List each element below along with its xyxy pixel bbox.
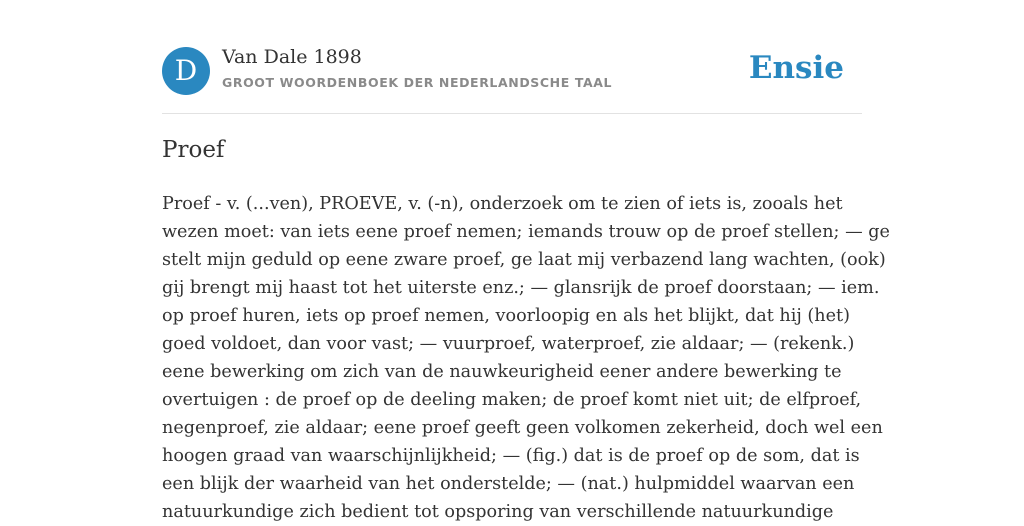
definition-line: op proef huren, iets op proef nemen, voorloopig en als het blijkt, dat hij (het) <box>162 306 850 326</box>
dictionary-subtitle: GROOT WOORDENBOEK DER NEDERLANDSCHE TAAL <box>222 75 613 90</box>
definition-line: eene bewerking om zich van de nauwkeurigheid eener andere bewerking te <box>162 362 842 382</box>
definition-line: natuurkundige zich bedient tot opsporing van verschillende natuurkundige <box>162 502 834 522</box>
definition-line: hoogen graad van waarschijnlijkheid; — (fig.) dat is de proef op de som, dat is <box>162 446 860 466</box>
definition-line: Proef - v. (...ven), PROEVE, v. (-n), onderzoek om te zien of iets is, zooals het <box>162 194 843 214</box>
dictionary-header <box>162 46 862 96</box>
dictionary-title[interactable]: Van Dale 1898 <box>222 46 362 68</box>
entry-card <box>162 0 890 522</box>
definition-line: wezen moet: van iets eene proef nemen; iemands trouw op de proef stellen; — ge <box>162 222 890 242</box>
entry-title: Proef <box>162 137 225 163</box>
definition-line: overtuigen : de proef op de deeling maken; de proef komt niet uit; de elfproef, <box>162 390 862 410</box>
definition-line: een blijk der waarheid van het onderstelde; — (nat.) hulpmiddel waarvan een <box>162 474 855 494</box>
definition-line: negenproef, zie aldaar; eene proef geeft geen volkomen zekerheid, doch wel een <box>162 418 883 438</box>
definition-line: goed voldoet, dan voor vast; — vuurproef, waterproef, zie aldaar; — (rekenk.) <box>162 334 855 354</box>
definition-line: gij brengt mij haast tot het uiterste enz.; — glansrijk de proef doorstaan; — iem. <box>162 278 880 298</box>
entry-definition <box>162 190 890 526</box>
dictionary-avatar[interactable]: D <box>162 47 210 95</box>
definition-line: stelt mijn geduld op eene zware proef, ge laat mij verbazend lang wachten, (ook) <box>162 250 886 270</box>
header-divider <box>162 113 862 114</box>
ensie-logo[interactable]: Ensie <box>748 50 844 86</box>
